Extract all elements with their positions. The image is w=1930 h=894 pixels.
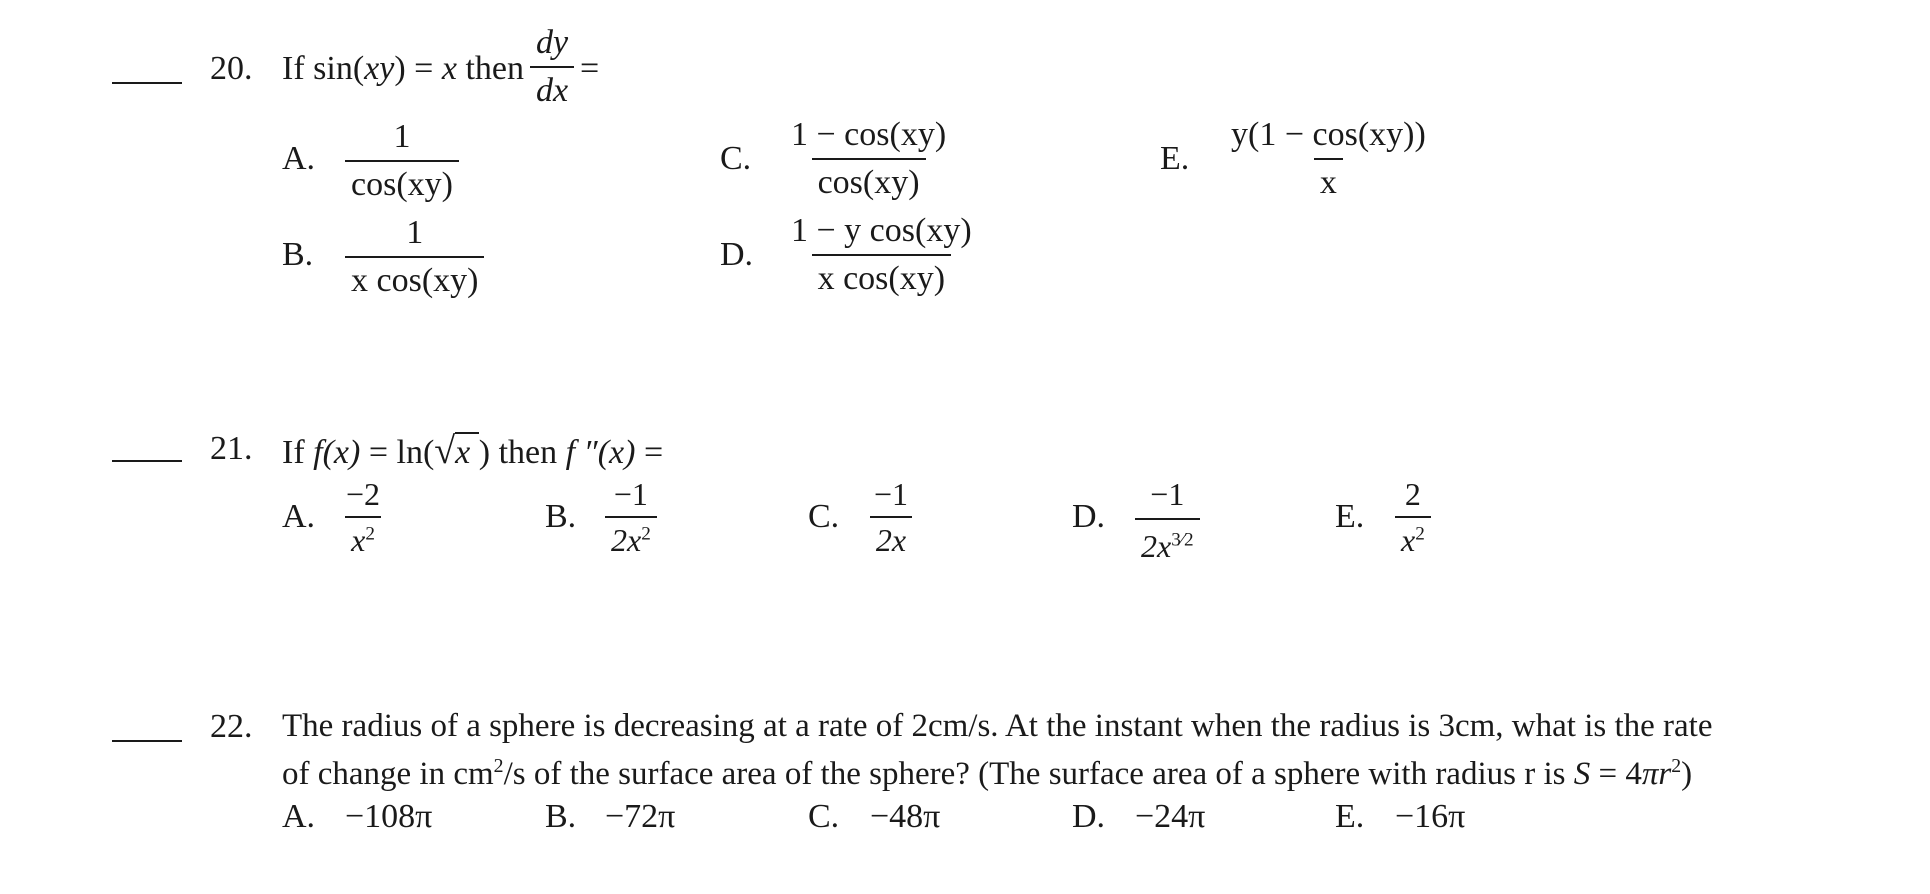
choice-21c[interactable]: $\frac{-1}{2x}$	[868, 478, 914, 556]
choice-21e[interactable]: $\frac{2}{x^2}$	[1395, 478, 1431, 556]
choice-21d[interactable]: $\frac{-1}{2x^{3⁄2}}$	[1135, 478, 1200, 562]
choice-20c[interactable]: $\frac{1 - \cos(xy)}{\cos(xy)}$	[791, 116, 947, 201]
dy-dx-fraction: $\frac{dy}{dx}$	[530, 26, 574, 108]
choice-label-20d: D.	[720, 236, 754, 273]
choice-label-21a: A.	[282, 498, 316, 535]
question-stem-20: If sin(xy) = x then	[282, 50, 524, 87]
question-number-22: 22.	[210, 708, 253, 745]
choice-label-20e: E.	[1160, 140, 1190, 177]
question-text-line-1: The radius of a sphere is decreasing at a rate of 2cm/s. At the instant when the radius is 3cm, what is the rate	[282, 708, 1713, 744]
choice-label-20b: B.	[282, 236, 314, 273]
choice-22e[interactable]: −16π	[1395, 798, 1466, 835]
choice-label-21c: C.	[808, 498, 840, 535]
choice-label-20c: C.	[720, 140, 752, 177]
choice-label-22c: C.	[808, 798, 840, 835]
choice-22a[interactable]: −108π	[345, 798, 433, 835]
question-text-line-2: of change in $cm^2/s$ of the surface area of the sphere? (The surface area of a sphere with radius r is $S = 4\pi r^2$)	[282, 755, 1693, 792]
choice-label-22d: D.	[1072, 798, 1106, 835]
sqrt-sign-icon: √	[434, 430, 456, 472]
choice-label-20a: A.	[282, 140, 316, 177]
equals-sign: =	[580, 50, 600, 87]
choice-label-21b: B.	[545, 498, 577, 535]
choice-label-22e: E.	[1335, 798, 1365, 835]
answer-blank-22[interactable]	[112, 740, 182, 742]
choice-20d[interactable]: $\frac{\text{1 − y cos(xy)}}{\text{x cos(xy)}}$	[791, 212, 972, 297]
answer-blank-21[interactable]	[112, 460, 182, 462]
choice-20b[interactable]: $\frac{1}{\text{x cos(xy)}}$	[345, 216, 484, 298]
choice-label-21e: E.	[1335, 498, 1365, 535]
choice-21a[interactable]: $\frac{-2}{x^2}$	[346, 476, 381, 558]
question-stem-21: If f(x) = ln(√x ) then f ″(x) =	[282, 430, 664, 472]
choice-22c[interactable]: −48π	[870, 798, 941, 835]
question-number-20: 20.	[210, 50, 253, 87]
choice-label-22a: A.	[282, 798, 316, 835]
choice-21b[interactable]: $\frac{-1}{2x^2}$	[605, 478, 657, 556]
answer-blank-20[interactable]	[112, 82, 182, 84]
choice-22b[interactable]: −72π	[605, 798, 676, 835]
choice-20e[interactable]: $\frac{y(1 - \cos(xy))}{x}$	[1231, 116, 1426, 201]
question-number-21: 21.	[210, 430, 253, 467]
choice-label-21d: D.	[1072, 498, 1106, 535]
choice-20a[interactable]: $\frac{1}{\cos(xy)}$	[345, 120, 459, 202]
choice-22d[interactable]: −24π	[1135, 798, 1206, 835]
choice-label-22b: B.	[545, 798, 577, 835]
